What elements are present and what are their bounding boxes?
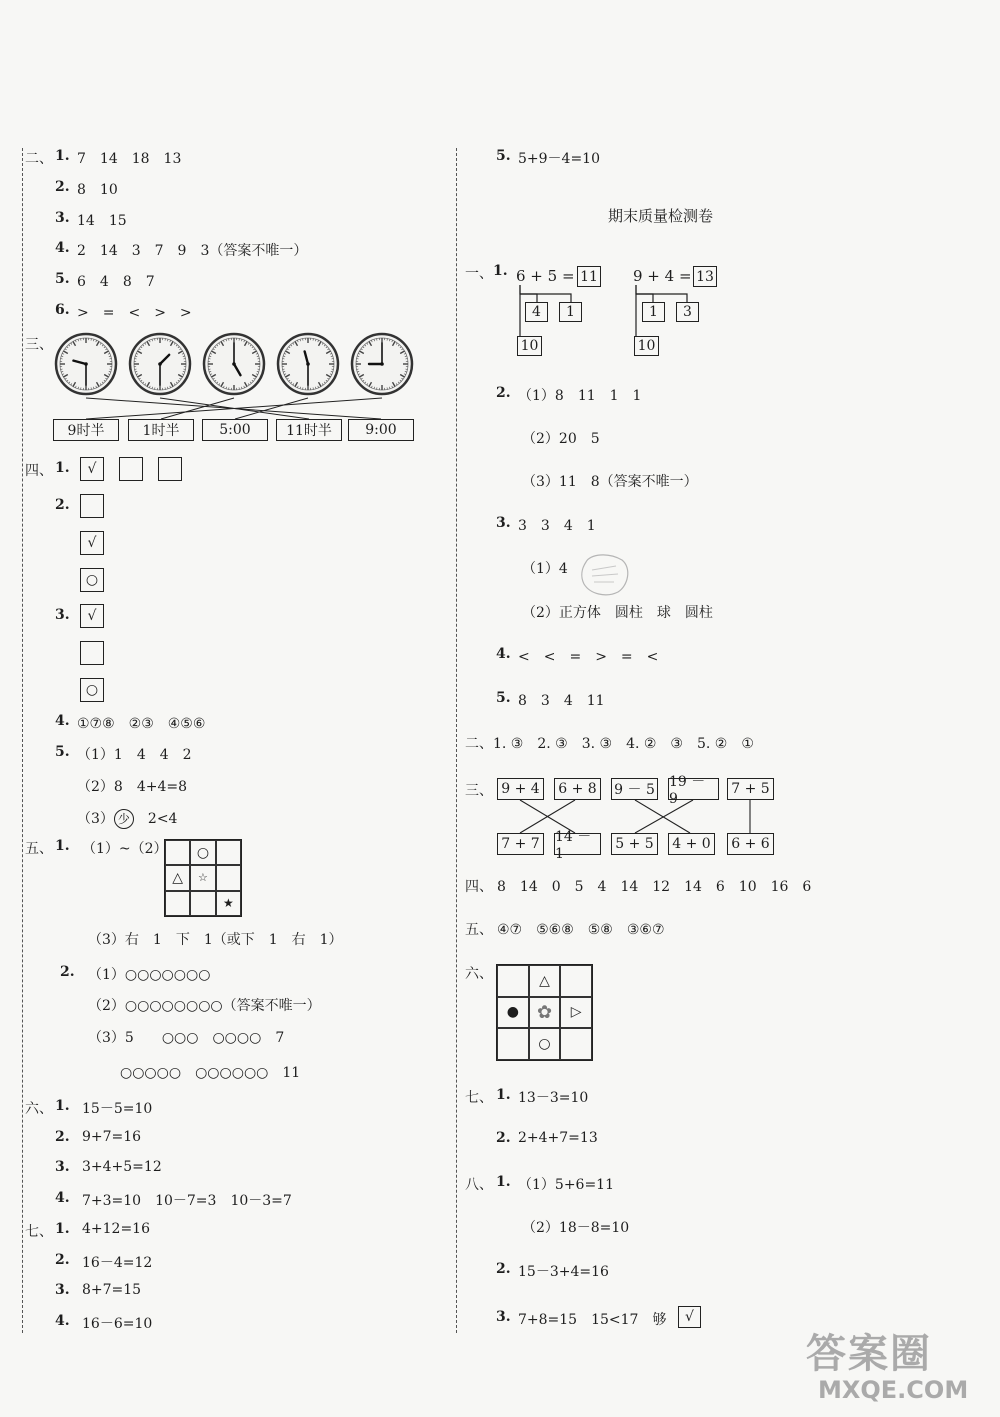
- grid-cell: [216, 865, 241, 890]
- watermark-text: 答案圈: [806, 1331, 932, 1377]
- question-number: 2.: [55, 497, 70, 513]
- checkmark: √: [87, 608, 97, 624]
- answer-text: 8+7=15: [82, 1282, 142, 1298]
- time-label: 9时半: [67, 423, 105, 439]
- question-number: 3.: [55, 1282, 70, 1298]
- question-number: 5.: [55, 271, 70, 287]
- expression: 7 + 5: [731, 781, 770, 797]
- answer-text: 14 15: [77, 213, 127, 229]
- time-label: 5:00: [219, 422, 251, 438]
- answer-text: 7 14 18 13: [77, 151, 182, 167]
- question-number: 4.: [55, 1313, 70, 1329]
- answer-text: （2）18－8=10: [522, 1220, 630, 1236]
- watermark-text: MXQE.COM: [818, 1376, 969, 1404]
- answer-text: （1）~（2）: [82, 841, 168, 857]
- expression-box: [611, 778, 658, 800]
- question-number: 1.: [55, 838, 70, 854]
- answer-text: 2<4: [147, 811, 178, 827]
- question-number: 2.: [60, 964, 75, 980]
- section-label-er: 二、: [25, 151, 53, 167]
- time-label-box: [348, 419, 414, 441]
- answer-text: （1）1 4 4 2: [77, 747, 192, 763]
- clock-center: [306, 362, 310, 366]
- answer-text: （3）5 ○○○ ○○○○ 7: [88, 1030, 285, 1046]
- answer-box: [80, 641, 104, 665]
- answer-box: [80, 531, 104, 555]
- answer-text: 3+4+5=12: [82, 1159, 162, 1175]
- expression-box: [727, 778, 774, 800]
- answer-text: （2）20 5: [522, 431, 600, 447]
- question-number: 2.: [496, 1261, 511, 1277]
- equation-expression: 9 + 4 =: [633, 267, 692, 285]
- answer-text: 8 10: [77, 182, 118, 198]
- answer-box: [80, 678, 104, 702]
- answer-text: 16－4=12: [82, 1255, 153, 1271]
- section-label-yi: 一、: [465, 266, 493, 282]
- answer-text: ①⑦⑧ ②③ ④⑤⑥: [77, 716, 206, 732]
- question-number: 3.: [496, 1309, 511, 1325]
- position-grid: [496, 964, 593, 1061]
- answer-text: （2）8 4+4=8: [77, 779, 187, 795]
- expression: 4 + 0: [672, 836, 711, 852]
- expression: 5 + 5: [615, 836, 654, 852]
- time-label: 11时半: [286, 423, 332, 439]
- answer-box: [678, 1306, 701, 1328]
- time-label-box: [128, 419, 194, 441]
- sub-number: （3）: [77, 811, 114, 827]
- grid-cell: [497, 965, 529, 997]
- answer-box: [80, 494, 104, 518]
- answer-text: 16－6=10: [82, 1316, 153, 1332]
- answer-text: 2 14 3 7 9 3（答案不唯一）: [77, 243, 308, 259]
- question-number: 2.: [55, 1252, 70, 1268]
- grid-cell: ▷: [560, 997, 592, 1029]
- center-column-separator: [456, 148, 457, 1333]
- section-label-liu: 六、: [465, 966, 493, 982]
- grid-cell: ★: [216, 891, 241, 916]
- answer-box: [119, 457, 143, 481]
- checkmark: √: [87, 461, 97, 477]
- question-number: 1.: [493, 263, 508, 279]
- answer-text: 13－3=10: [518, 1090, 589, 1106]
- section-label-si: 四、: [465, 879, 493, 895]
- question-number: 1.: [55, 460, 70, 476]
- answer-value: 11: [580, 268, 598, 285]
- time-label-box: [53, 419, 119, 441]
- expression-box: [668, 833, 715, 855]
- question-number: 3.: [55, 210, 70, 226]
- expression-box: [497, 833, 544, 855]
- question-number: 4.: [496, 646, 511, 662]
- expression: 9 + 4: [501, 781, 540, 797]
- answer-box: [80, 457, 104, 481]
- answer-text: ④⑦ ⑤⑥⑧ ⑤⑧ ③⑥⑦: [497, 922, 665, 938]
- answer-text: （1）8 11 1 1: [518, 388, 642, 404]
- grid-cell: ✿: [529, 997, 561, 1029]
- grid-cell: [165, 891, 190, 916]
- answer-text: （3）右 1 下 1（或下 1 右 1）: [88, 932, 343, 948]
- question-number: 2.: [496, 1130, 511, 1146]
- answer-box: [80, 568, 104, 592]
- checkmark: √: [87, 535, 97, 551]
- clock-center: [380, 362, 384, 366]
- grid-cell: [165, 840, 190, 865]
- question-number: 4.: [55, 1190, 70, 1206]
- split-connector-lines: [510, 282, 710, 342]
- answer-text: （1）○○○○○○○: [88, 967, 211, 983]
- expression-box: [727, 833, 774, 855]
- time-label-box: [276, 419, 342, 441]
- question-number: 2.: [496, 385, 511, 401]
- answer-text: 1. ③ 2. ③ 3. ③ 4. ② ③ 5. ② ①: [493, 736, 754, 752]
- answer-box: [80, 604, 104, 628]
- question-number: 4.: [55, 713, 70, 729]
- sum-value: 10: [637, 338, 656, 354]
- expression-box: [668, 774, 719, 807]
- answer-text: 7+3=10 10－7=3 10－3=7: [82, 1193, 292, 1209]
- question-number: 2.: [55, 179, 70, 195]
- answer-text: 5+9－4=10: [518, 151, 600, 167]
- question-number: 3.: [496, 515, 511, 531]
- section-label-san: 三、: [25, 337, 53, 353]
- question-number: 1.: [55, 1098, 70, 1114]
- section-label-er: 二、: [465, 736, 493, 752]
- expression-box: [554, 778, 601, 800]
- expression: 19 － 9: [669, 774, 706, 807]
- stamp-seal: [578, 552, 634, 598]
- matching-line: [235, 398, 308, 419]
- watermark-url: [818, 1376, 968, 1404]
- grid-cell: ○: [529, 1028, 561, 1060]
- clock-center: [84, 362, 88, 366]
- time-label: 9:00: [365, 422, 397, 438]
- answer-text: （3）11 8（答案不唯一）: [522, 474, 698, 490]
- section-label-ba: 八、: [465, 1177, 493, 1193]
- grid-cell: △: [529, 965, 561, 997]
- grid-cell: [216, 840, 241, 865]
- expression: 6 + 8: [558, 781, 597, 797]
- watermark-logo: [806, 1322, 932, 1379]
- clock-center: [232, 362, 236, 366]
- answer-text: 6 4 8 7: [77, 274, 155, 290]
- position-grid: [164, 839, 242, 917]
- circled-char: 少: [114, 809, 134, 829]
- question-number: 4.: [55, 240, 70, 256]
- answer-text: ○○○○○ ○○○○○○ 11: [120, 1065, 301, 1081]
- grid-cell: ☆: [190, 865, 215, 890]
- part-value: 4: [532, 304, 541, 320]
- question-number: 1.: [55, 148, 70, 164]
- expression-box: [554, 829, 601, 862]
- expression: 6 + 6: [731, 836, 770, 852]
- question-number: 2.: [55, 1129, 70, 1145]
- section-label-liu: 六、: [25, 1101, 53, 1117]
- part-value: 1: [566, 304, 575, 320]
- question-number: 1.: [55, 1221, 70, 1237]
- question-number: 6.: [55, 302, 70, 318]
- section-label-qi: 七、: [465, 1090, 493, 1106]
- answer-box: [158, 457, 182, 481]
- section-label-san: 三、: [465, 783, 493, 799]
- answer-value: 13: [696, 268, 714, 285]
- matching-lines: [490, 800, 790, 834]
- equation-expression: 6 + 5 =: [516, 267, 575, 285]
- left-column-separator: [22, 148, 23, 1333]
- question-number: 5.: [496, 690, 511, 706]
- circle-mark: ○: [85, 682, 99, 698]
- answer-text: 8 14 0 5 4 14 12 14 6 10 16 6: [497, 879, 812, 895]
- section-label-si: 四、: [25, 463, 53, 479]
- checkmark: √: [685, 1309, 694, 1325]
- expression-box: [611, 833, 658, 855]
- answer-text: > = < > >: [77, 305, 192, 321]
- answer-text: < < = > = <: [518, 649, 659, 665]
- question-number: 5.: [496, 148, 511, 164]
- expression: 7 + 7: [501, 836, 540, 852]
- expression: 9 － 5: [614, 782, 655, 798]
- grid-cell: [190, 891, 215, 916]
- time-label: 1时半: [142, 423, 180, 439]
- grid-cell: ●: [497, 997, 529, 1029]
- answer-text: （1）4: [522, 561, 568, 577]
- answer-text: 8 3 4 11: [518, 693, 605, 709]
- grid-cell: [497, 1028, 529, 1060]
- grid-cell: ○: [190, 840, 215, 865]
- answer-text: 2+4+7=13: [518, 1130, 598, 1146]
- expression-box: [497, 778, 544, 800]
- answer-text: 4+12=16: [82, 1221, 150, 1237]
- matching-line: [161, 398, 234, 419]
- answer-text: （2）正方体 圆柱 球 圆柱: [522, 605, 713, 621]
- answer-text: 15－3+4=16: [518, 1264, 609, 1280]
- circle-mark: ○: [85, 572, 99, 588]
- part-value: 3: [683, 304, 692, 320]
- question-number: 1.: [496, 1174, 511, 1190]
- sum-value: 10: [520, 338, 539, 354]
- answer-text: 9+7=16: [82, 1129, 142, 1145]
- section-label-wu: 五、: [25, 841, 53, 857]
- question-number: 5.: [55, 744, 70, 760]
- part-value: 1: [649, 304, 658, 320]
- section-label-wu: 五、: [465, 922, 493, 938]
- time-label-box: [202, 419, 268, 441]
- grid-cell: [560, 1028, 592, 1060]
- answer-text: [77, 808, 177, 829]
- question-number: 3.: [55, 1159, 70, 1175]
- grid-cell: △: [165, 865, 190, 890]
- question-number: 3.: [55, 607, 70, 623]
- answer-text: （2）○○○○○○○○（答案不唯一）: [88, 998, 321, 1014]
- answer-text: （1）5+6=11: [518, 1177, 614, 1193]
- expression: 14 － 1: [555, 829, 592, 862]
- question-number: 1.: [496, 1087, 511, 1103]
- section-label-qi: 七、: [25, 1224, 53, 1240]
- section-title: 期末质量检测卷: [608, 207, 714, 225]
- answer-text: 15－5=10: [82, 1101, 153, 1117]
- answer-text: 3 3 4 1: [518, 518, 596, 534]
- grid-cell: [560, 965, 592, 997]
- answer-text: 7+8=15 15<17 够: [518, 1312, 667, 1328]
- clock-center: [158, 362, 162, 366]
